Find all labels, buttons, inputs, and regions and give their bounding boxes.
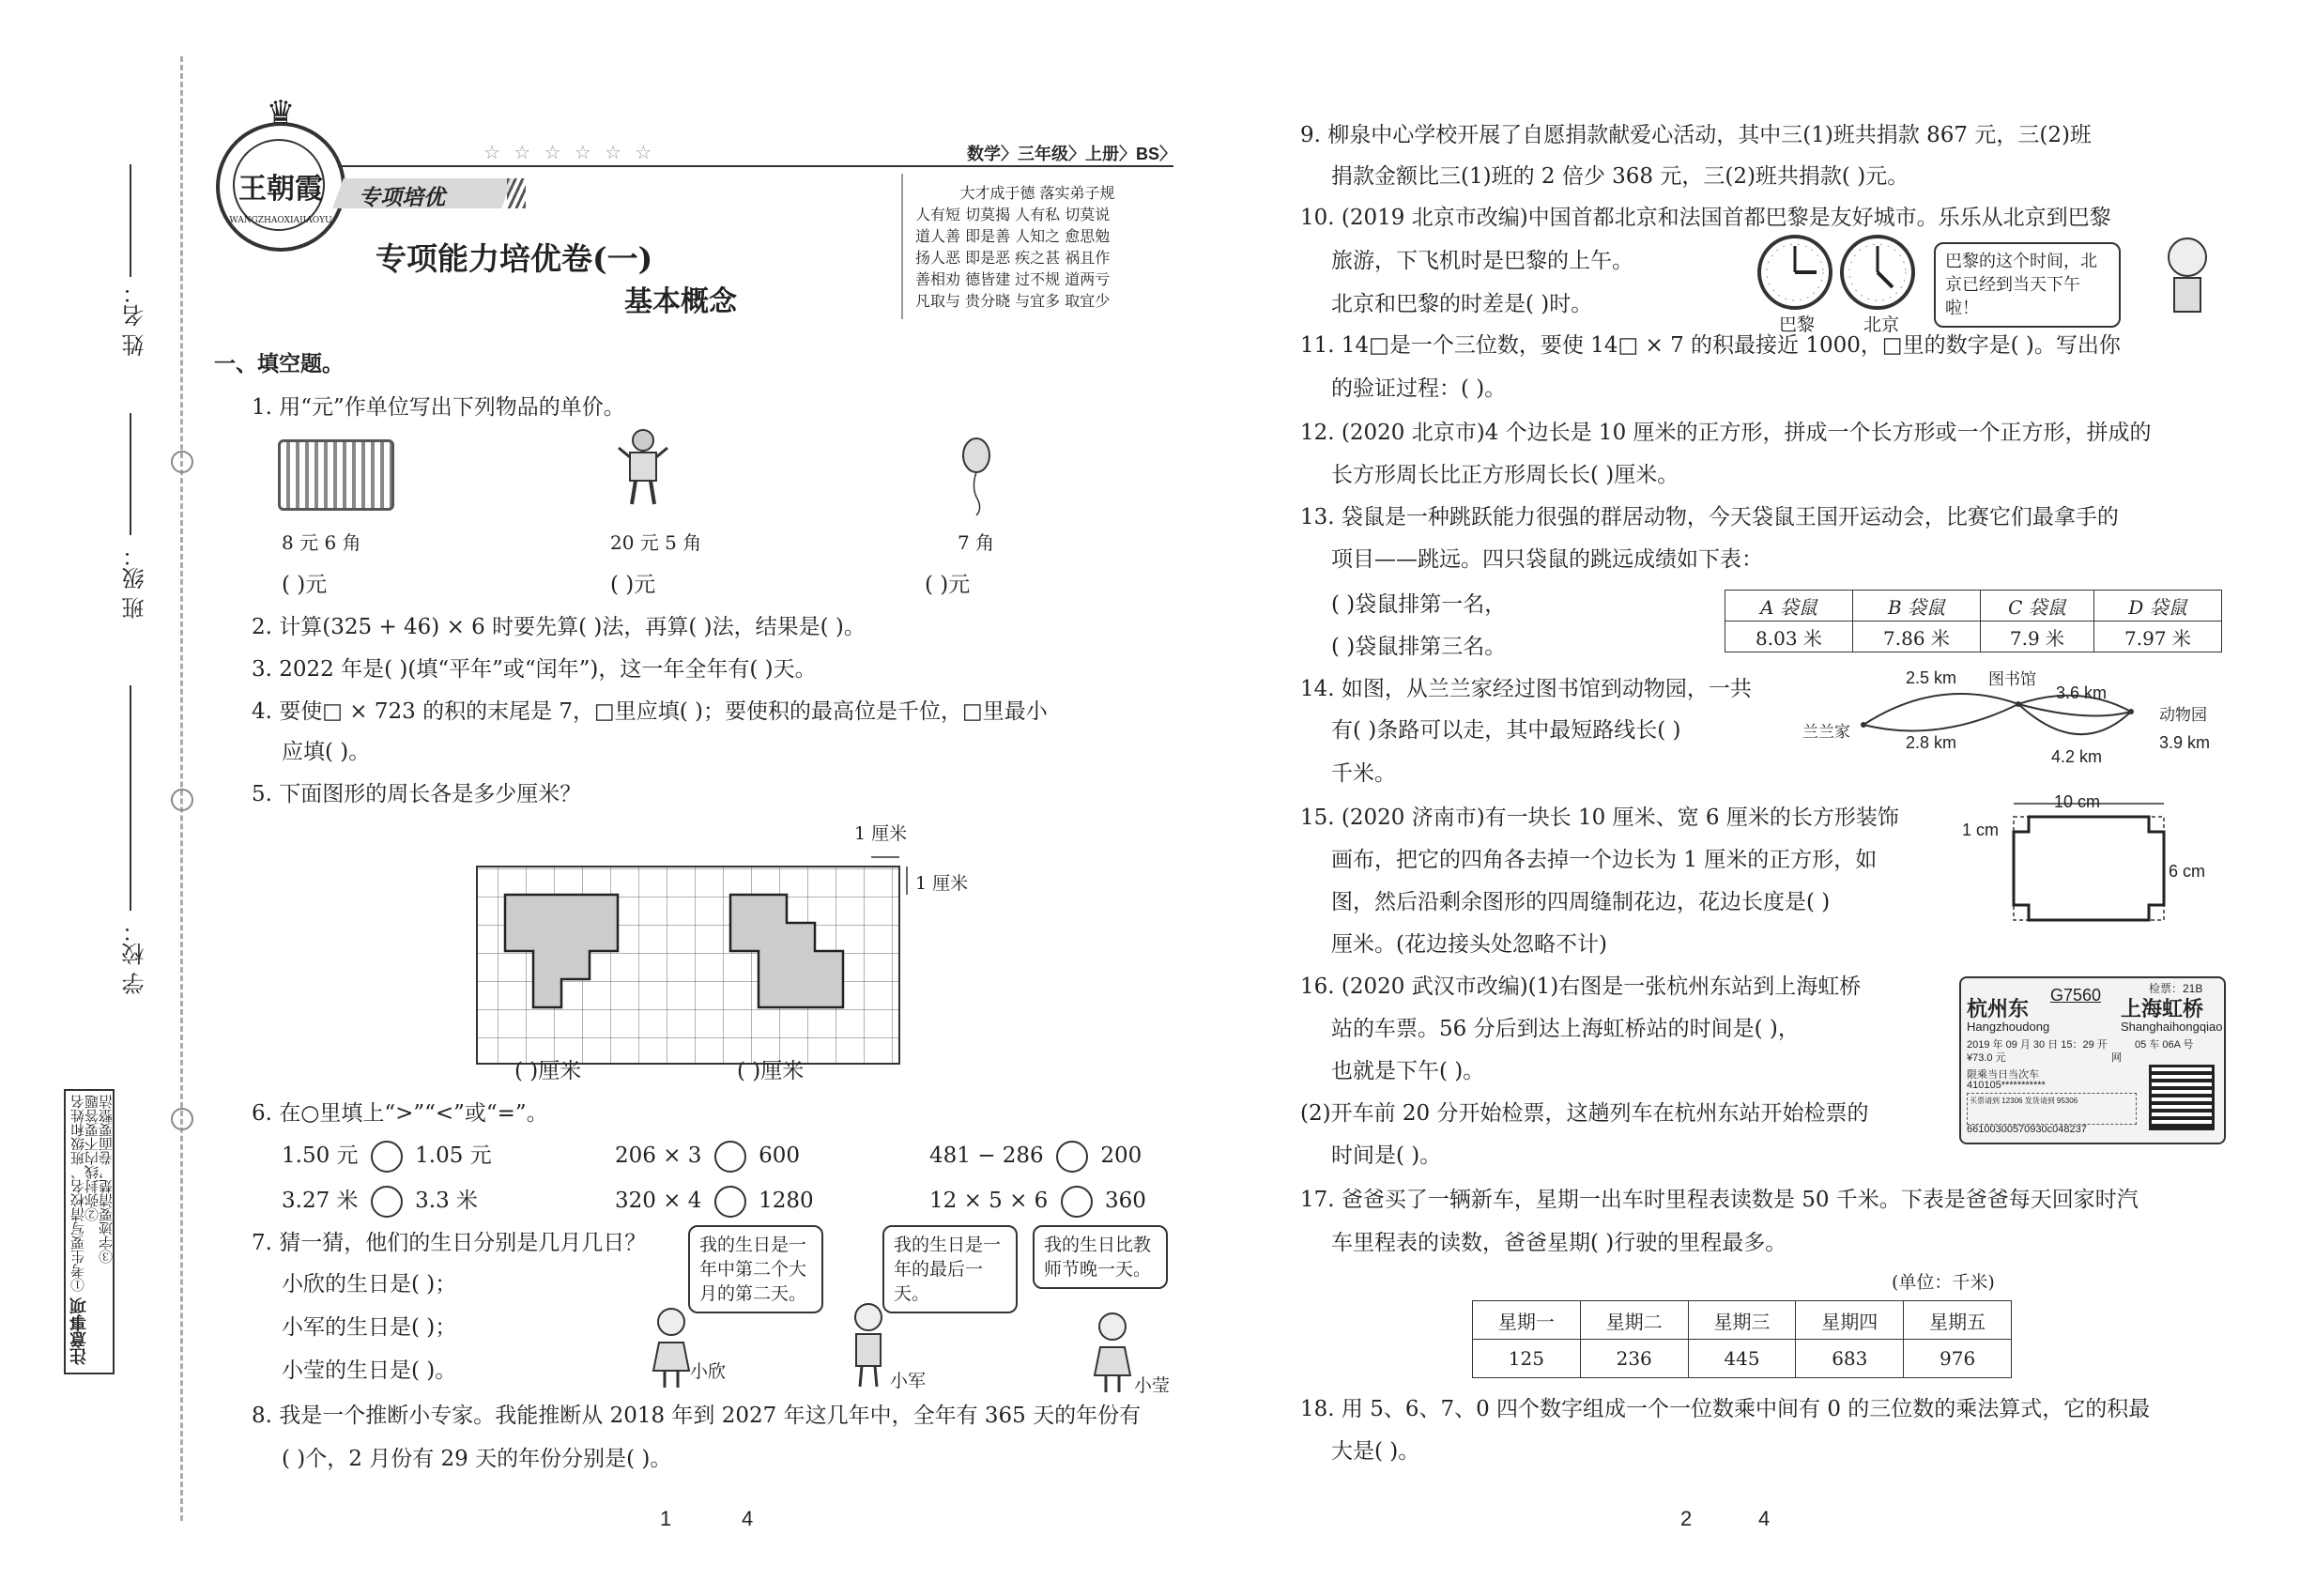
question-2: 2. 计算(325 + 46) × 6 时要先算( )法，再算( )法，结果是( )。: [252, 615, 866, 639]
question-5: 5. 下面图形的周长各是多少厘米？: [252, 782, 582, 806]
route-distance-2: 2.8 km: [1906, 733, 1957, 752]
route-distance-1: 2.5 km: [1906, 668, 1957, 687]
motto-block: [915, 182, 1159, 312]
school-field-label: 学 校：: [122, 920, 148, 995]
punch-hole-icon: [171, 1108, 193, 1130]
motto-line: 扬人恶 即是恶 疾之甚 祸且作: [915, 249, 1111, 267]
brand-subtitle: WANGZHAOXIAJIAOYU: [229, 216, 332, 225]
mileage-unit: (单位：千米): [1892, 1272, 1995, 1293]
notice-3: ③字迹要清楚，卷面要整洁: [98, 1095, 115, 1264]
table-header: 星期三: [1688, 1301, 1796, 1340]
compare-row-1: [282, 1141, 492, 1173]
compare-right: 1.05 元: [415, 1143, 492, 1168]
table-row: [1725, 591, 2222, 622]
grid-unit-top: 1 厘米: [854, 823, 908, 844]
ticket-price: ¥73.0 元: [1967, 1052, 2006, 1064]
compare-circle[interactable]: [714, 1141, 746, 1173]
question-13-line-2: 项目——跳远。四只袋鼠的跳远成绩如下表：: [1331, 547, 1763, 572]
question-9-line-2: 捐款金额比三(1)班的 2 倍少 368 元，三(2)班共捐款( )元。: [1331, 164, 1909, 189]
route-distance-5: 4.2 km: [2051, 747, 2103, 766]
paper-title: 专项能力培优卷(一): [376, 240, 653, 277]
crown-icon: ♛: [266, 94, 296, 131]
compare-left: 320 × 4: [615, 1189, 702, 1213]
birthday-answer-3[interactable]: 小莹的生日是( )。: [282, 1358, 457, 1383]
compare-left: 481 − 286: [929, 1143, 1044, 1168]
compare-right: 200: [1100, 1143, 1142, 1168]
badge-stripes: [507, 178, 526, 208]
name-field-label: 姓 名：: [122, 282, 148, 357]
subject-tags: 数学〉三年级〉上册〉BS〉: [967, 145, 1177, 163]
question-1: 1. 用“元”作单位写出下列物品的单价。: [252, 395, 625, 420]
paper-subtitle: 基本概念: [624, 285, 737, 318]
question-16-line-1: 16. (2020 武汉市改编)(1)右图是一张杭州东站到上海虹桥: [1300, 974, 1862, 999]
ticket-serial: 66100300570930c048237: [1967, 1124, 2087, 1135]
question-8-line-1: 8. 我是一个推断小专家。我能推断从 2018 年到 2027 年这几年中，全年有 365 天的年份有: [252, 1404, 1142, 1428]
ticket-datetime: 2019 年 09 月 30 日 15：29 开: [1967, 1039, 2108, 1051]
table-header: B 袋鼠: [1852, 591, 1980, 622]
clocks-image: [1757, 233, 1917, 317]
rect-width-label: 10 cm: [2054, 792, 2101, 811]
question-13-line-4: ( )袋鼠排第三名。: [1331, 635, 1507, 659]
question-14-line-2: 有( )条路可以走，其中最短路线长( ): [1331, 718, 1681, 743]
corner-size-label: 1 cm: [1962, 821, 2000, 839]
ticket-check: 检票：21B: [2149, 982, 2203, 995]
ticket-service: 买票请到 12306 发货请到 95306: [1967, 1093, 2137, 1125]
price-label-1: 8 元 6 角: [282, 531, 361, 554]
ticket-seat: 05 车 06A 号: [2135, 1039, 2194, 1051]
girl-figure-2: [1089, 1310, 1136, 1394]
question-15-line-4: 厘米。(花边接头处忽略不计): [1331, 932, 1607, 957]
qr-code-icon: [2149, 1065, 2215, 1130]
speech-bubble-1: 我的生日是一年中第二个大月的第二天。: [688, 1225, 823, 1313]
compare-left: 206 × 3: [615, 1143, 702, 1168]
kid-name-2: 小军: [890, 1371, 927, 1391]
compare-row-2: [615, 1141, 800, 1173]
question-8-line-2: ( )个，2 月份有 29 天的年份分别是( )。: [282, 1447, 672, 1471]
mileage-table: [1472, 1300, 2012, 1378]
page-code-left: 4: [742, 1507, 754, 1530]
compare-right: 1280: [759, 1189, 814, 1213]
question-17-line-1: 17. 爸爸买了一辆新车，星期一出车时里程表读数是 50 千米。下表是爸爸每天回家时汽: [1300, 1188, 2139, 1212]
compare-circle[interactable]: [1056, 1141, 1088, 1173]
question-17-line-2: 车里程表的读数，爸爸星期( )行驶的里程最多。: [1331, 1231, 1787, 1255]
robot-toy-image: [615, 427, 671, 507]
boy-figure: [845, 1300, 892, 1389]
question-6: 6. 在○里填上“>”“<”或“=”。: [252, 1101, 548, 1126]
price-label-2: 20 元 5 角: [610, 531, 702, 554]
train-ticket: [1959, 976, 2226, 1144]
school-field-line[interactable]: [130, 685, 131, 911]
balloon-image: [958, 437, 995, 516]
table-cell: 236: [1580, 1340, 1688, 1378]
table-header: C 袋鼠: [1980, 591, 2093, 622]
section-heading: 一、填空题。: [214, 351, 344, 376]
question-4-line-1: 4. 要使□ × 723 的积的末尾是 7，□里应填( )；要使积的最高位是千位，□里最小: [252, 699, 1048, 724]
question-11-line-1: 11. 14□是一个三位数，要使 14□ × 7 的积最接近 1000，□里的数字是( )。写出你: [1300, 333, 2121, 358]
question-10-line-3: 北京和巴黎的时差是( )时。: [1331, 292, 1593, 316]
boy-lele-figure: [2159, 235, 2216, 319]
answer-blank-2[interactable]: ( )元: [610, 573, 656, 597]
compare-right: 360: [1104, 1189, 1146, 1213]
question-15-line-2: 画布，把它的四角各去掉一个边长为 1 厘米的正方形，如: [1331, 848, 1878, 872]
punch-hole-icon: [171, 451, 193, 473]
question-18-line-1: 18. 用 5、6、7、0 四个数字组成一个一位数乘中间有 0 的三位数的乘法算式，它的积最: [1300, 1397, 2151, 1421]
table-header: 星期一: [1473, 1301, 1581, 1340]
question-14-line-3: 千米。: [1331, 761, 1396, 786]
notice-1: ①考生要写清校名、班级和姓名: [69, 1095, 86, 1292]
price-label-3: 7 角: [958, 531, 995, 554]
compare-circle[interactable]: [371, 1141, 403, 1173]
table-header: 星期二: [1580, 1301, 1688, 1340]
rect-height-label: 6 cm: [2169, 862, 2206, 881]
compare-right: 600: [759, 1143, 800, 1168]
punch-hole-icon: [171, 789, 193, 811]
class-field-line[interactable]: [130, 413, 131, 535]
question-18-line-2: 大是( )。: [1331, 1439, 1420, 1464]
cut-corner-rectangle: [1995, 798, 2183, 939]
compare-row-6: [929, 1186, 1146, 1218]
motto-line: 人有短 切莫揭 人有私 切莫说: [915, 206, 1111, 223]
ticket-class: 网: [2111, 1052, 2122, 1064]
question-12-line-2: 长方形周长比正方形周长长( )厘米。: [1331, 463, 1679, 487]
question-4-line-2: 应填( )。: [282, 740, 371, 764]
kid-name-1: 小欣: [690, 1361, 727, 1382]
table-header: 星期四: [1796, 1301, 1904, 1340]
section-badge: 专项培优: [359, 185, 445, 210]
question-16-line-4: (2)开车前 20 分开始检票，这趟列车在杭州东站开始检票的: [1300, 1101, 1869, 1126]
kid-name-3: 小莹: [1134, 1375, 1171, 1396]
compare-row-5: [615, 1186, 814, 1218]
motto-line: 凡取与 贵分晓 与宜多 取宜少: [915, 292, 1111, 310]
girl-figure: [648, 1305, 695, 1389]
page-code-right: 4: [1758, 1507, 1771, 1530]
brand-logo: [216, 94, 345, 252]
compare-left: 12 × 5 × 6: [929, 1189, 1049, 1213]
speech-bubble-2: 我的生日是一年的最后一天。: [882, 1225, 1018, 1313]
motto-divider: [901, 174, 903, 319]
question-10-line-1: 10. (2019 北京市改编)中国首都北京和法国首都巴黎是友好城市。乐乐从北京到巴黎: [1300, 206, 2111, 230]
question-16-line-2: 站的车票。56 分后到达上海虹桥站的时间是( )，: [1331, 1017, 1800, 1041]
speech-bubble-3: 我的生日比教师节晚一天。: [1033, 1225, 1168, 1289]
question-9-line-1: 9. 柳泉中心学校开展了自愿捐款献爱心活动，其中三(1)班共捐款 867 元，三(2)班: [1300, 123, 2092, 147]
place-home: 兰兰家: [1802, 723, 1850, 742]
clock-label-paris: 巴黎: [1779, 315, 1816, 335]
clock-label-beijing: 北京: [1863, 315, 1900, 335]
place-zoo: 动物园: [2159, 706, 2207, 725]
question-15-line-1: 15. (2020 济南市)有一块长 10 厘米、宽 6 厘米的长方形装饰: [1300, 806, 1899, 830]
table-header: D 袋鼠: [2094, 591, 2222, 622]
compare-left: 3.27 米: [282, 1189, 359, 1213]
ticket-train: G7560: [2050, 986, 2102, 1005]
class-field-label: 班 级：: [122, 545, 148, 620]
compare-row-4: [282, 1186, 478, 1218]
table-cell: 125: [1473, 1340, 1581, 1378]
table-row: [1473, 1301, 2012, 1340]
compare-left: 1.50 元: [282, 1143, 359, 1168]
table-cell: 976: [1904, 1340, 2012, 1378]
compare-circle[interactable]: [371, 1186, 403, 1218]
route-distance-3: 3.6 km: [2056, 683, 2108, 702]
page-number-left: 1: [660, 1507, 672, 1530]
compare-circle[interactable]: [1061, 1186, 1093, 1218]
question-16-line-3: 也就是下午( )。: [1331, 1059, 1485, 1083]
grid-unit-right: 1 厘米: [915, 873, 969, 894]
question-13-line-3: ( )袋鼠排第一名，: [1331, 592, 1507, 617]
speech-bubble-lele: 巴黎的这个时间，北京已经到当天下午啦！: [1934, 242, 2121, 328]
table-cell: 7.86 米: [1852, 622, 1980, 652]
notice-title: 注意事项: [69, 1297, 89, 1365]
question-11-line-2: 的验证过程：( )。: [1331, 376, 1507, 401]
birthday-answer-2[interactable]: 小军的生日是( )；: [282, 1315, 457, 1340]
ticket-from: 杭州东: [1967, 997, 2030, 1021]
question-10-line-2: 旅游，下飞机时是巴黎的上午。: [1331, 249, 1633, 273]
motto-line: 大才成于德 落实弟子规: [959, 184, 1115, 202]
grid-figure: [469, 840, 915, 1075]
question-15-line-3: 图，然后沿剩余图形的四周缝制花边，花边长度是( ): [1331, 890, 1831, 914]
table-header: 星期五: [1904, 1301, 2012, 1340]
ticket-note: 限乘当日当次车: [1967, 1069, 2039, 1081]
notice-2: ②弥封线内不要答题: [84, 1095, 100, 1221]
perimeter-blank-1[interactable]: ( )厘米: [514, 1059, 582, 1083]
answer-blank-1[interactable]: ( )元: [282, 573, 328, 597]
name-field-line[interactable]: [130, 164, 131, 277]
kangaroo-table: [1725, 590, 2222, 652]
motto-line: 道人善 即是善 人知之 愈思勉: [915, 227, 1111, 245]
answer-blank-3[interactable]: ( )元: [925, 573, 971, 597]
compare-circle[interactable]: [714, 1186, 746, 1218]
motto-line: 善相劝 德皆建 过不规 道两亏: [915, 270, 1111, 288]
question-7: 7. 猜一猜，他们的生日分别是几月几日？: [252, 1231, 647, 1255]
question-12-line-1: 12. (2020 北京市)4 个边长是 10 厘米的正方形，拼成一个长方形或一个正方形，拼成的: [1300, 421, 2152, 445]
ticket-to-pinyin: Shanghaihongqiao: [2121, 1020, 2223, 1034]
question-14-line-1: 14. 如图，从兰兰家经过图书馆到动物园，一共: [1300, 677, 1752, 701]
ticket-from-pinyin: Hangzhoudong: [1967, 1020, 2050, 1034]
star-rating: ☆ ☆ ☆ ☆ ☆ ☆: [483, 141, 656, 163]
compare-row-3: [929, 1141, 1142, 1173]
table-row: [1725, 622, 2222, 652]
table-cell: 683: [1796, 1340, 1904, 1378]
ticket-id: 410105***********: [1967, 1080, 2046, 1091]
place-library: 图书馆: [1988, 670, 2036, 689]
question-13-line-1: 13. 袋鼠是一种跳跃能力很强的群居动物，今天袋鼠王国开运动会，比赛它们最拿手的: [1300, 505, 2119, 529]
compare-right: 3.3 米: [415, 1189, 479, 1213]
table-row: [1473, 1340, 2012, 1378]
question-3: 3. 2022 年是( )(填“平年”或“闰年”)，这一年全年有( )天。: [252, 657, 817, 682]
table-header: A 袋鼠: [1725, 591, 1853, 622]
table-cell: 445: [1688, 1340, 1796, 1378]
page-number-right: 2: [1680, 1507, 1693, 1530]
table-cell: 8.03 米: [1725, 622, 1853, 652]
table-cell: 7.97 米: [2094, 622, 2222, 652]
brand-name: 王朝霞: [238, 173, 323, 206]
table-cell: 7.9 米: [1980, 622, 2093, 652]
perimeter-blank-2[interactable]: ( )厘米: [737, 1059, 805, 1083]
notice-box: [64, 1089, 115, 1374]
ticket-to: 上海虹桥: [2121, 997, 2204, 1021]
route-distance-4: 3.9 km: [2159, 733, 2211, 752]
question-16-line-5: 时间是( )。: [1331, 1143, 1442, 1168]
header-rule: [338, 165, 1173, 167]
birthday-answer-1[interactable]: 小欣的生日是( )；: [282, 1272, 457, 1297]
abacus-image: [278, 439, 394, 511]
